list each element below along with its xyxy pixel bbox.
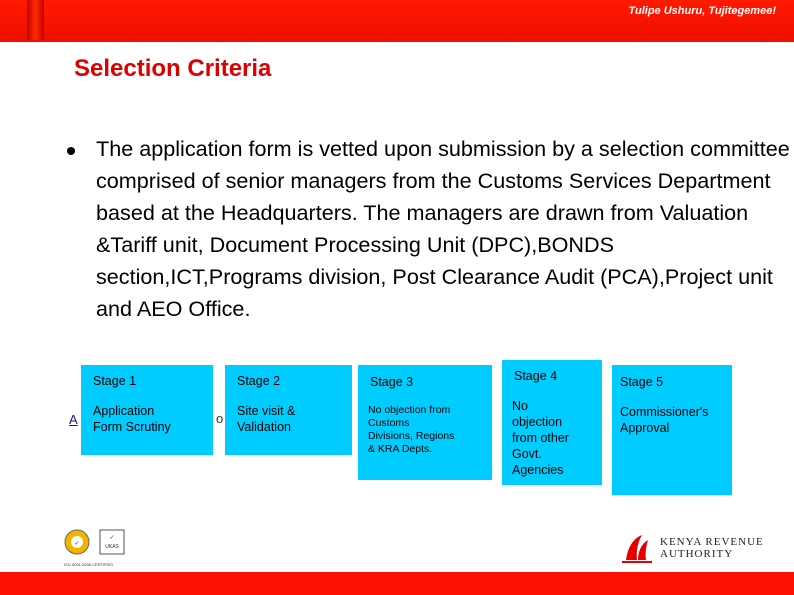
stage-box-3 xyxy=(358,365,492,480)
banner-stripe-decoration xyxy=(27,0,44,40)
stage-body: No objection from other Govt. Agencies xyxy=(512,399,569,477)
iso-caption: ISO 9001:2008 CERTIFIED xyxy=(64,562,114,567)
stage-header: Stage 2 xyxy=(237,374,281,388)
slide-title: Selection Criteria xyxy=(74,55,272,82)
hidden-text-fragment: o xyxy=(216,411,224,426)
stage-body: Site visit & Validation xyxy=(237,404,296,434)
stage-body: No objection from Customs Divisions, Regions & KRA Depts. xyxy=(368,404,455,455)
stage-box-5 xyxy=(612,365,732,495)
svg-text:✓: ✓ xyxy=(109,534,115,541)
stage-body: Commissioner's Approval xyxy=(620,405,709,435)
svg-text:UKAS: UKAS xyxy=(105,544,119,550)
stage-box-1 xyxy=(81,365,213,455)
stage-body: Application Form Scrutiny xyxy=(93,404,171,434)
stage-header: Stage 1 xyxy=(93,374,137,388)
bottom-banner xyxy=(0,572,794,595)
slogan-text: Tulipe Ushuru, Tujitegemee! xyxy=(628,5,776,17)
stage-box-2 xyxy=(225,365,352,455)
bullet-text: The application form is vetted upon submission by a selection committee comprised of senior managers from the Customs Services Department based at the Headquarters. The managers are drawn from Valuation &Tariff unit, Document Processing Unit (DPC),BONDS section,ICT,Programs division, Post Clearance Audit (PCA),Project unit and AEO Office. xyxy=(96,136,790,321)
stage-header: Stage 3 xyxy=(370,375,414,389)
bullet-dot-icon xyxy=(67,147,75,155)
kra-logo xyxy=(620,528,770,568)
svg-text:✓: ✓ xyxy=(74,540,80,547)
hidden-link-fragment[interactable]: A xyxy=(69,412,78,427)
stage-box-4 xyxy=(502,360,602,485)
kra-wordmark xyxy=(660,536,764,560)
top-banner xyxy=(0,0,794,42)
stage-header: Stage 4 xyxy=(514,369,558,383)
iso-certification-logo xyxy=(64,524,130,570)
kra-name-line2: AUTHORITY xyxy=(660,548,734,560)
kra-name-line1: KENYA REVENUE xyxy=(660,536,764,548)
stage-header: Stage 5 xyxy=(620,375,664,389)
kra-emblem-icon xyxy=(620,530,656,566)
